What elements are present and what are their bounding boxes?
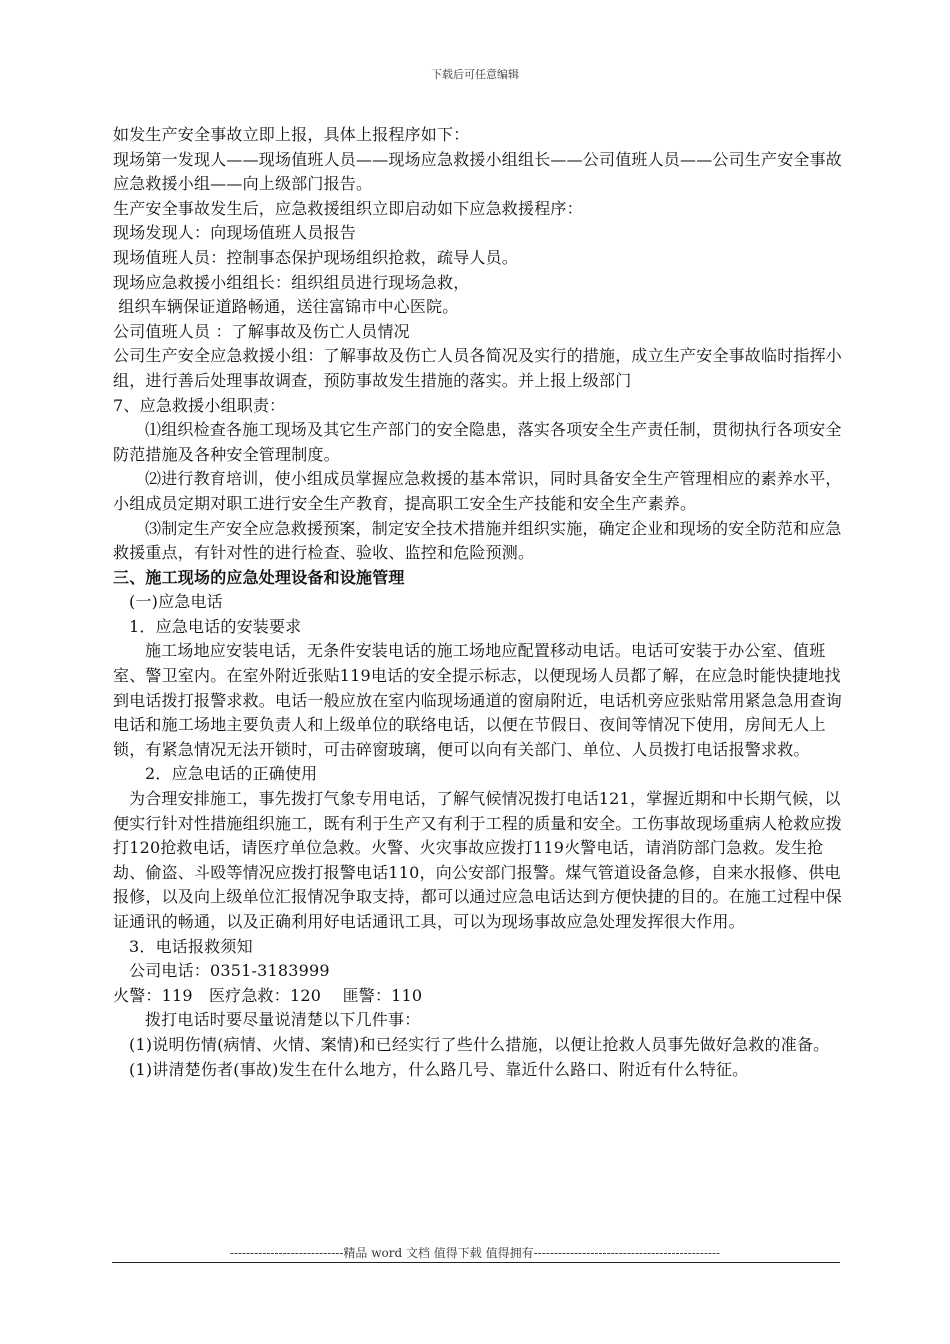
paragraph: 如发生产安全事故立即上报，具体上报程序如下： <box>113 125 470 144</box>
paragraph: ⑶制定生产安全应急救援预案，制定安全技术措施并组织实施，确定企业和现场的安全防范和应急救援重点，有针对性的进行检查、验收、监控和危险预测。 <box>113 518 842 563</box>
paragraph: ⑴组织检查各施工现场及其它生产部门的安全隐患，落实各项安全生产责任制，贯彻执行各项安全防范措施及各种安全管理制度。 <box>113 420 842 464</box>
emergency-numbers: 火警：119 医疗急救：120 匪警：110 <box>113 985 423 1005</box>
subsection-heading: 3．电话报救须知 <box>129 936 253 956</box>
subsection-heading: 1．应急电话的安装要求 <box>129 616 302 636</box>
paragraph: 为合理安排施工，事先拨打气象专用电话，了解气候情况拨打电话121，掌握近期和中长期气候，以便实行针对性措施组织施工，既有利于生产又有利于工程的质量和安全。工伤事故现场重病人枪救应拨打120抢救电话，请医疗单位急救。火警、火灾事故应拨打119火警电话，请消防部门急救。发生抢劫、偷盗、斗殴等情况应拨打报警电话110，向公安部门报警。煤气管道设备急修，自来水报修、供电报修，以及向上级单位汇报情况争取支持，都可以通过应急电话达到方便快捷的目的。在施工过程中保证通讯的畅通，以及正确利用好电话通讯工具，可以为现场事故应急处理发挥很大作用。 <box>113 789 843 931</box>
footer-divider <box>112 1262 840 1263</box>
paragraph: 现场应急救援小组组长：组织组员进行现场急救， <box>113 272 470 292</box>
paragraph: 公司值班人员 ：了解事故及伤亡人员情况 <box>113 321 410 341</box>
subsection-heading: 2．应急电话的正确使用 <box>145 764 318 784</box>
paragraph: 拨打电话时要尽量说清楚以下几件事： <box>145 1010 421 1030</box>
paragraph: (1)讲清楚伤者(事故)发生在什么地方，什么路几号、靠近什么路口、附近有什么特征。 <box>129 1059 749 1079</box>
paragraph: 现场发现人：向现场值班人员报告 <box>113 223 357 243</box>
paragraph: 公司生产安全应急救援小组：了解事故及伤亡人员各简况及实行的措施，成立生产安全事故临时指挥小组，进行善后处理事故调查，预防事故发生措施的落实。并上报上级部门 <box>113 346 843 390</box>
paragraph: 现场第一发现人——现场值班人员——现场应急救援小组组长——公司值班人员——公司生产安全事故应急救援小组——向上级部门报告。 <box>113 149 843 194</box>
subsection-heading: (一)应急电话 <box>129 592 223 612</box>
page-header: 下载后可任意编辑 <box>431 68 519 81</box>
paragraph: ⑵进行教育培训，使小组成员掌握应急救援的基本常识，同时具备安全生产管理相应的素养水平，小组成员定期对职工进行安全生产教育，提高职工安全生产技能和安全生产素养。 <box>113 469 842 513</box>
paragraph: 组织车辆保证道路畅通，送往富锦市中心医院。 <box>113 297 459 317</box>
paragraph: 现场值班人员：控制事态保护现场组织抢救，疏导人员。 <box>113 247 519 267</box>
paragraph: 生产安全事故发生后，应急救援组织立即启动如下应急救援程序： <box>113 198 583 218</box>
section-heading: 三、施工现场的应急处理设备和设施管理 <box>113 567 405 587</box>
page-footer: ----------------------------精品 word 文档 值得下载 值得拥有---------------------------------------------- <box>229 1246 721 1260</box>
paragraph: (1)说明伤情(病情、火情、案情)和已经实行了些什么措施，以便让抢救人员事先做好急救的准备。 <box>129 1034 830 1054</box>
section-heading: 7、应急救援小组职责： <box>113 395 286 415</box>
document-body <box>113 123 843 1082</box>
paragraph: 施工场地应安装电话，无条件安装电话的施工场地应配置移动电话。电话可安装于办公室、值班室、警卫室内。在室外附近张贴119电话的安全提示标志，以便现场人员都了解，在应急时能快捷地找到电话拨打报警求救。电话一般应放在室内临现场通道的窗扇附近，电话机旁应张贴常用紧急急用查询电话和施工场地主要负责人和上级单位的联络电话，以便在节假日、夜间等情况下使用，房间无人上锁，有紧急情况无法开锁时，可击碎窗玻璃，便可以向有关部门、单位、人员拨打电话报警求救。 <box>113 641 843 759</box>
company-phone: 公司电话：0351-3183999 <box>129 961 330 981</box>
